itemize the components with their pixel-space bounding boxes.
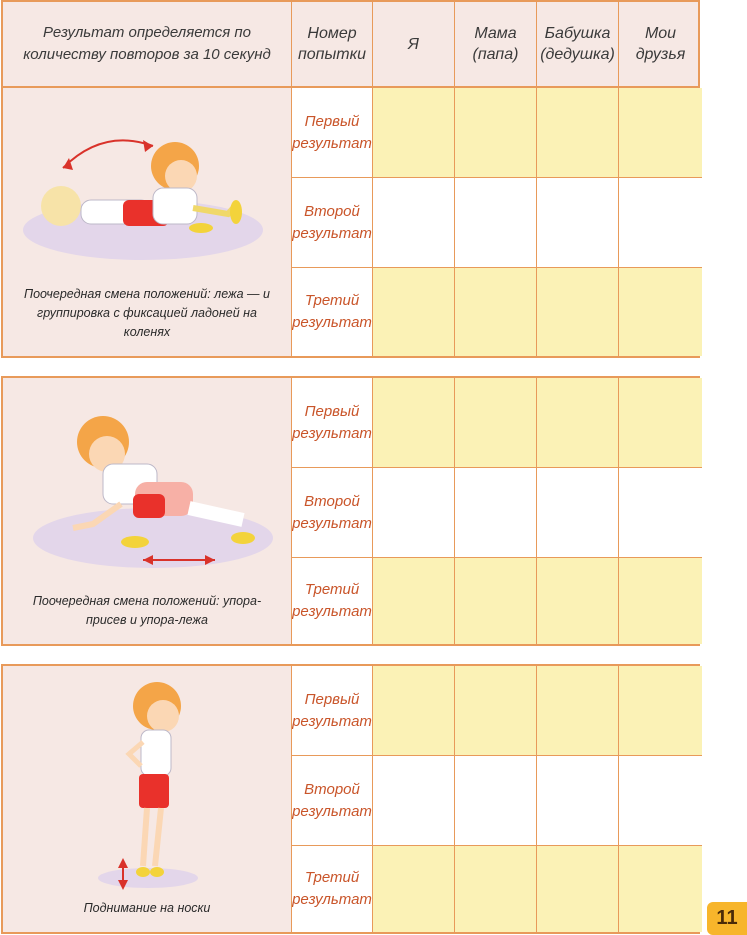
exercise-illustration-2 — [3, 378, 292, 644]
cell-mom-3-1[interactable] — [455, 666, 537, 756]
cell-me-1-1[interactable] — [373, 88, 455, 178]
cell-grandma-2-2[interactable] — [537, 468, 619, 558]
row-label-second: Второй результат — [292, 178, 373, 268]
cell-me-2-1[interactable] — [373, 378, 455, 468]
cell-friends-1-2[interactable] — [619, 178, 702, 268]
row-label-first: Первый результат — [292, 378, 373, 468]
row-label-second: Второй результат — [292, 756, 373, 846]
cell-me-3-1[interactable] — [373, 666, 455, 756]
page-number: 11 — [707, 902, 747, 935]
cell-friends-2-1[interactable] — [619, 378, 702, 468]
exercise-block-1 — [1, 88, 700, 358]
row-label-third: Третий результат — [292, 846, 373, 932]
header-attempt: Номер попытки — [292, 2, 373, 86]
cell-friends-3-3[interactable] — [619, 846, 702, 932]
cell-mom-2-3[interactable] — [455, 558, 537, 644]
exercise-illustration-1 — [3, 88, 292, 356]
cell-friends-3-2[interactable] — [619, 756, 702, 846]
exercise-block-2 — [1, 376, 700, 646]
row-label-second: Второй результат — [292, 468, 373, 558]
header-mom: Мама (папа) — [455, 2, 537, 86]
cell-mom-3-3[interactable] — [455, 846, 537, 932]
cell-friends-1-1[interactable] — [619, 88, 702, 178]
exercise-block-3 — [1, 664, 700, 934]
header-description: Результат определяется по количеству повторов за 10 секунд — [3, 2, 292, 86]
cell-mom-2-1[interactable] — [455, 378, 537, 468]
row-label-first: Первый результат — [292, 88, 373, 178]
row-label-first: Первый результат — [292, 666, 373, 756]
header-grandma: Бабушка (дедушка) — [537, 2, 619, 86]
cell-me-2-3[interactable] — [373, 558, 455, 644]
cell-grandma-3-3[interactable] — [537, 846, 619, 932]
cell-me-1-3[interactable] — [373, 268, 455, 356]
cell-mom-1-1[interactable] — [455, 88, 537, 178]
cell-friends-1-3[interactable] — [619, 268, 702, 356]
cell-grandma-2-1[interactable] — [537, 378, 619, 468]
header-me: Я — [373, 2, 455, 86]
cell-grandma-3-2[interactable] — [537, 756, 619, 846]
cell-friends-2-3[interactable] — [619, 558, 702, 644]
row-label-third: Третий результат — [292, 268, 373, 356]
cell-mom-1-3[interactable] — [455, 268, 537, 356]
cell-grandma-1-3[interactable] — [537, 268, 619, 356]
cell-me-3-2[interactable] — [373, 756, 455, 846]
exercise-caption-3: Поднимание на носки — [83, 901, 211, 915]
cell-me-3-3[interactable] — [373, 846, 455, 932]
exercise-caption-1: Поочередная смена положений: лежа — и группировка с фиксацией ладоней на коленях — [24, 287, 270, 339]
cell-friends-2-2[interactable] — [619, 468, 702, 558]
cell-mom-3-2[interactable] — [455, 756, 537, 846]
cell-me-2-2[interactable] — [373, 468, 455, 558]
cell-grandma-1-1[interactable] — [537, 88, 619, 178]
cell-me-1-2[interactable] — [373, 178, 455, 268]
tiptoe-raise-illustration — [3, 666, 292, 932]
table-header — [1, 0, 700, 88]
cell-mom-1-2[interactable] — [455, 178, 537, 268]
cell-friends-3-1[interactable] — [619, 666, 702, 756]
cell-grandma-3-1[interactable] — [537, 666, 619, 756]
cell-grandma-1-2[interactable] — [537, 178, 619, 268]
cell-grandma-2-3[interactable] — [537, 558, 619, 644]
exercise-illustration-3 — [3, 666, 292, 932]
header-friends: Мои друзья — [635, 25, 686, 63]
row-label-third: Третий результат — [292, 558, 373, 644]
exercise-caption-2: Поочередная смена положений: упора-присев и упора-лежа — [32, 594, 262, 627]
cell-mom-2-2[interactable] — [455, 468, 537, 558]
